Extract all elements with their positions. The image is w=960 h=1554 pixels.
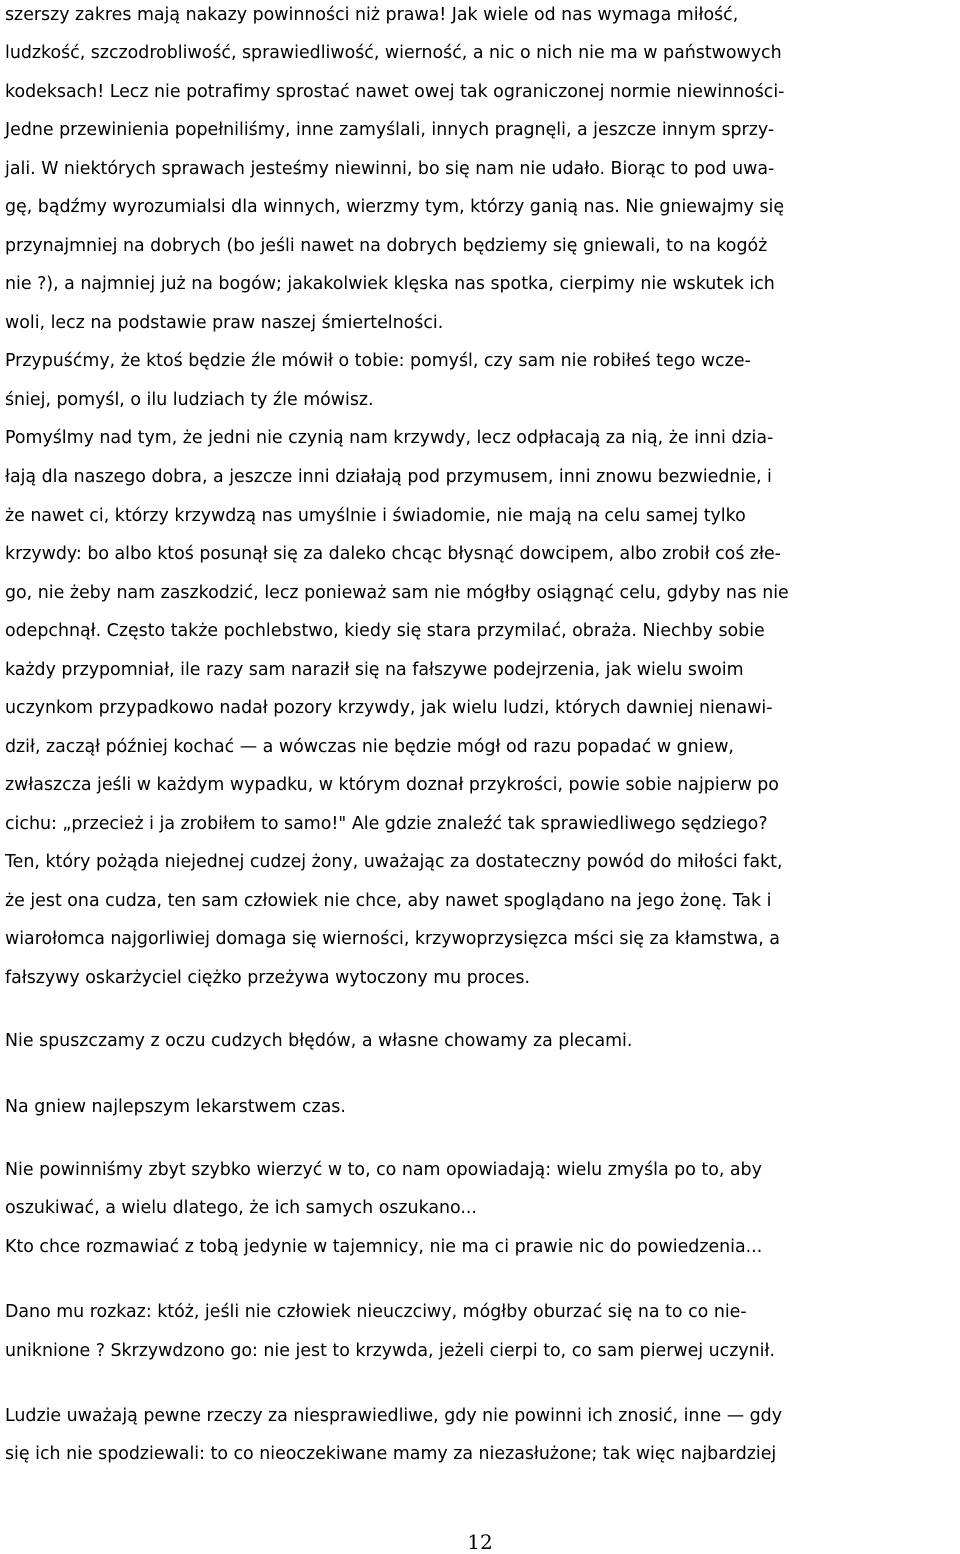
text-line: się ich nie spodziewali: to co nieoczekiwane mamy za niezasłużone; tak więc najbardziej bbox=[5, 1444, 777, 1464]
text-line: Pomyślmy nad tym, że jedni nie czynią nam krzywdy, lecz odpłacają za nią, że inni dzia- bbox=[5, 428, 774, 448]
text-line: każdy przypomniał, ile razy sam naraził się na fałszywe podejrzenia, jak wielu swoim bbox=[5, 660, 744, 680]
text-line: wiarołomca najgorliwiej domaga się wierności, krzywoprzysięzca mści się za kłamstwa, a bbox=[5, 929, 780, 949]
text-line: fałszywy oskarżyciel ciężko przeżywa wytoczony mu proces. bbox=[5, 968, 531, 988]
text-line: gę, bądźmy wyrozumialsi dla winnych, wierzmy tym, którzy ganią nas. Nie gniewajmy się bbox=[5, 197, 785, 217]
text-line: Jedne przewinienia popełniliśmy, inne zamyślali, innych pragnęli, a jeszcze innym sprzy- bbox=[5, 120, 775, 140]
text-line: nie ?), a najmniej już na bogów; jakakolwiek klęska nas spotka, cierpimy nie wskutek ich bbox=[5, 274, 775, 294]
text-line: oszukiwać, a wielu dlatego, że ich samych oszukano... bbox=[5, 1198, 477, 1218]
page-number: 12 bbox=[467, 1530, 493, 1554]
text-line: uniknione ? Skrzywdzono go: nie jest to krzywda, jeżeli cierpi to, co sam pierwej uczynił. bbox=[5, 1341, 775, 1361]
text-line: Nie spuszczamy z oczu cudzych błędów, a własne chowamy za plecami. bbox=[5, 1031, 633, 1051]
text-line: że jest ona cudza, ten sam człowiek nie chce, aby nawet spoglądano na jego żonę. Tak i bbox=[5, 891, 772, 911]
text-line: Nie powinniśmy zbyt szybko wierzyć w to, co nam opowiadają: wielu zmyśla po to, aby bbox=[5, 1160, 762, 1180]
text-line: Przypuśćmy, że ktoś będzie źle mówił o tobie: pomyśl, czy sam nie robiłeś tego wcze- bbox=[5, 351, 751, 371]
text-line: cichu: „przecież i ja zrobiłem to samo!" Ale gdzie znaleźć tak sprawiedliwego sędziego? bbox=[5, 814, 768, 834]
text-line: zwłaszcza jeśli w każdym wypadku, w którym doznał przykrości, powie sobie najpierw po bbox=[5, 775, 779, 795]
text-line: Kto chce rozmawiać z tobą jedynie w tajemnicy, nie ma ci prawie nic do powiedzenia... bbox=[5, 1237, 763, 1257]
text-line: śniej, pomyśl, o ilu ludziach ty źle mówisz. bbox=[5, 390, 374, 410]
text-line: dził, zaczął później kochać — a wówczas nie będzie mógł od razu popadać w gniew, bbox=[5, 737, 734, 757]
text-line: woli, lecz na podstawie praw naszej śmiertelności. bbox=[5, 313, 444, 333]
text-line: jali. W niektórych sprawach jesteśmy niewinni, bo się nam nie udało. Biorąc to pod uwa- bbox=[5, 159, 775, 179]
text-line: że nawet ci, którzy krzywdzą nas umyślnie i świadomie, nie mają na celu samej tylko bbox=[5, 506, 746, 526]
text-line: uczynkom przypadkowo nadał pozory krzywdy, jak wielu ludzi, których dawniej nienawi- bbox=[5, 698, 773, 718]
text-line: ludzkość, szczodrobliwość, sprawiedliwość, wierność, a nic o nich nie ma w państwowych bbox=[5, 43, 782, 63]
text-line: kodeksach! Lecz nie potrafimy sprostać nawet owej tak ograniczonej normie niewinności- bbox=[5, 82, 785, 102]
text-line: Ten, który pożąda niejednej cudzej żony, uważając za dostateczny powód do miłości fakt, bbox=[5, 852, 783, 872]
text-line: Na gniew najlepszym lekarstwem czas. bbox=[5, 1097, 346, 1117]
text-line: krzywdy: bo albo ktoś posunął się za daleko chcąc błysnąć dowcipem, albo zrobił coś złe- bbox=[5, 544, 781, 564]
text-line: szerszy zakres mają nakazy powinności niż prawa! Jak wiele od nas wymaga miłość, bbox=[5, 5, 739, 25]
text-line: Dano mu rozkaz: któż, jeśli nie człowiek nieuczciwy, mógłby oburzać się na to co nie- bbox=[5, 1302, 747, 1322]
text-line: odepchnął. Często także pochlebstwo, kiedy się stara przymilać, obraża. Niechby sobie bbox=[5, 621, 765, 641]
text-line: przynajmniej na dobrych (bo jeśli nawet na dobrych będziemy się gniewali, to na kogóż bbox=[5, 236, 768, 256]
text-line: Ludzie uważają pewne rzeczy za niesprawiedliwe, gdy nie powinni ich znosić, inne — gdy bbox=[5, 1406, 782, 1426]
text-line: go, nie żeby nam zaszkodzić, lecz ponieważ sam nie mógłby osiągnąć celu, gdyby nas nie bbox=[5, 583, 789, 603]
text-line: łają dla naszego dobra, a jeszcze inni działają pod przymusem, inni znowu bezwiednie, i bbox=[5, 467, 772, 487]
